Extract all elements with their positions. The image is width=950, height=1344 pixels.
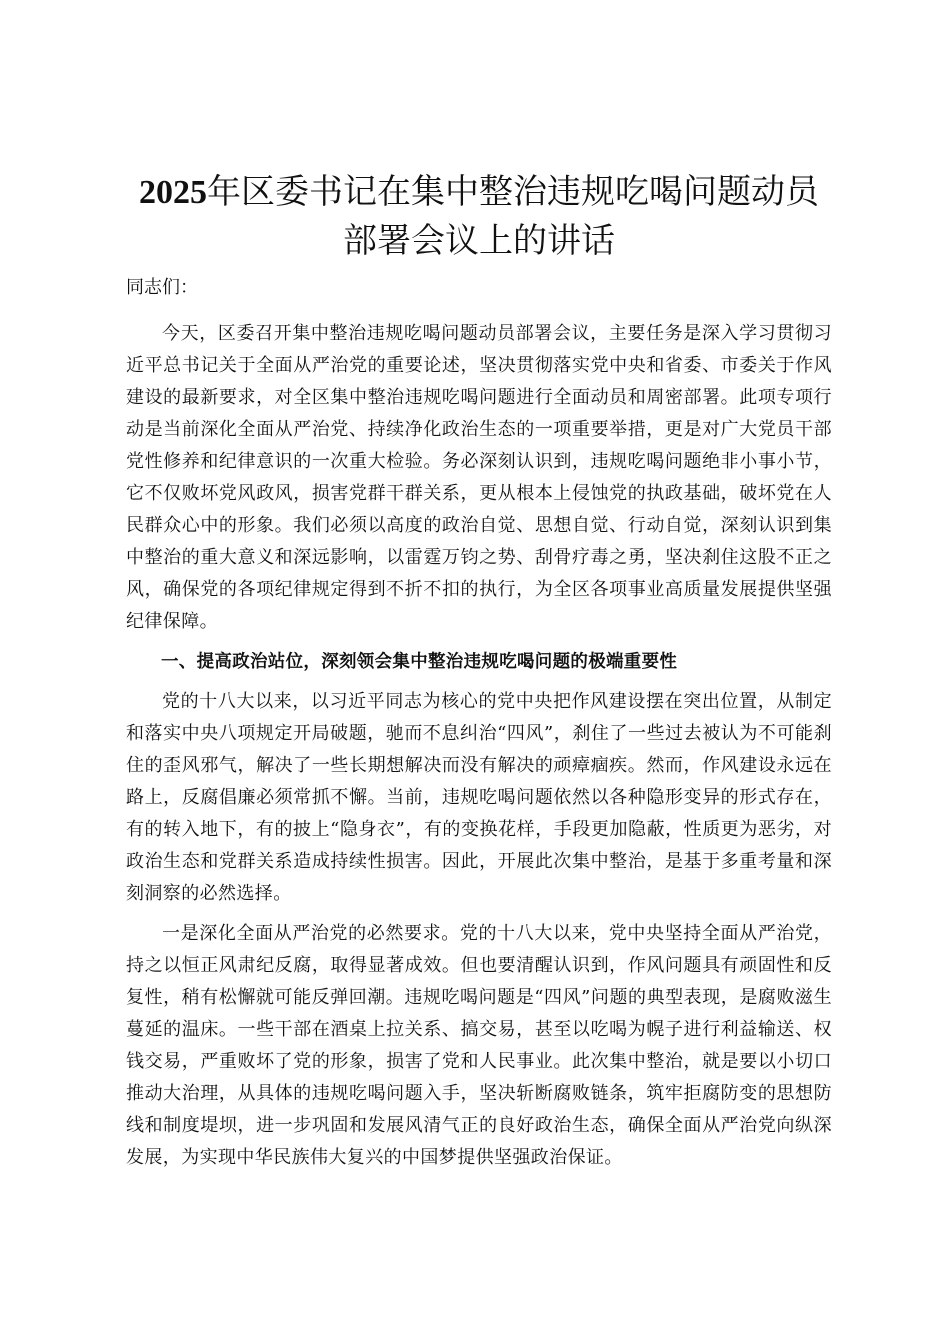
- title-text: 年区委书记在集中整治违规吃喝问题动员部署会议上的讲话: [207, 172, 819, 261]
- document-title: [126, 168, 832, 266]
- section1-paragraph-1: 党的十八大以来，以习近平同志为核心的党中央把作风建设摆在突出位置，从制定和落实中央八项规定开局破题，驰而不息纠治“四风”，刹住了一些过去被认为不可能刹住的歪风邪气，解决了一些长期想解决而没有解决的顽瘴痼疾。然而，作风建设永远在路上，反腐倡廉必须常抓不懈。当前，违规吃喝问题依然以各种隐形变异的形式存在，有的转入地下，有的披上“隐身衣”，有的变换花样，手段更加隐蔽，性质更为恶劣，对政治生态和党群关系造成持续性损害。因此，开展此次集中整治，是基于多重考量和深刻洞察的必然选择。: [126, 691, 832, 904]
- salutation: 同志们：: [126, 277, 198, 298]
- title-year: 2025: [139, 174, 207, 211]
- document-page: [126, 168, 832, 1174]
- section-heading-1: 一、提高政治站位，深刻领会集中整治违规吃喝问题的极端重要性: [161, 652, 678, 672]
- intro-paragraph: 今天，区委召开集中整治违规吃喝问题动员部署会议，主要任务是深入学习贯彻习近平总书记关于全面从严治党的重要论述，坚决贯彻落实党中央和省委、市委关于作风建设的最新要求，对全区集中整治违规吃喝问题进行全面动员和周密部署。此项专项行动是当前深化全面从严治党、持续净化政治生态的一项重要举措，更是对广大党员干部党性修养和纪律意识的一次重大检验。务必深刻认识到，违规吃喝问题绝非小事小节，它不仅败坏党风政风，损害党群干群关系，更从根本上侵蚀党的执政基础，破坏党在人民群众心中的形象。我们必须以高度的政治自觉、思想自觉、行动自觉，深刻认识到集中整治的重大意义和深远影响，以雷霆万钧之势、刮骨疗毒之勇，坚决刹住这股不正之风，确保党的各项纪律规定得到不折不扣的执行，为全区各项事业高质量发展提供坚强纪律保障。: [126, 323, 832, 632]
- section1-paragraph-2: 一是深化全面从严治党的必然要求。党的十八大以来，党中央坚持全面从严治党，持之以恒正风肃纪反腐，取得显著成效。但也要清醒认识到，作风问题具有顽固性和反复性，稍有松懈就可能反弹回潮。违规吃喝问题是“四风”问题的典型表现，是腐败滋生蔓延的温床。一些干部在酒桌上拉关系、搞交易，甚至以吃喝为幌子进行利益输送、权钱交易，严重败坏了党的形象，损害了党和人民事业。此次集中整治，就是要以小切口推动大治理，从具体的违规吃喝问题入手，坚决斩断腐败链条，筑牢拒腐防变的思想防线和制度堤坝，进一步巩固和发展风清气正的良好政治生态，确保全面从严治党向纵深发展，为实现中华民族伟大复兴的中国梦提供坚强政治保证。: [126, 923, 832, 1168]
